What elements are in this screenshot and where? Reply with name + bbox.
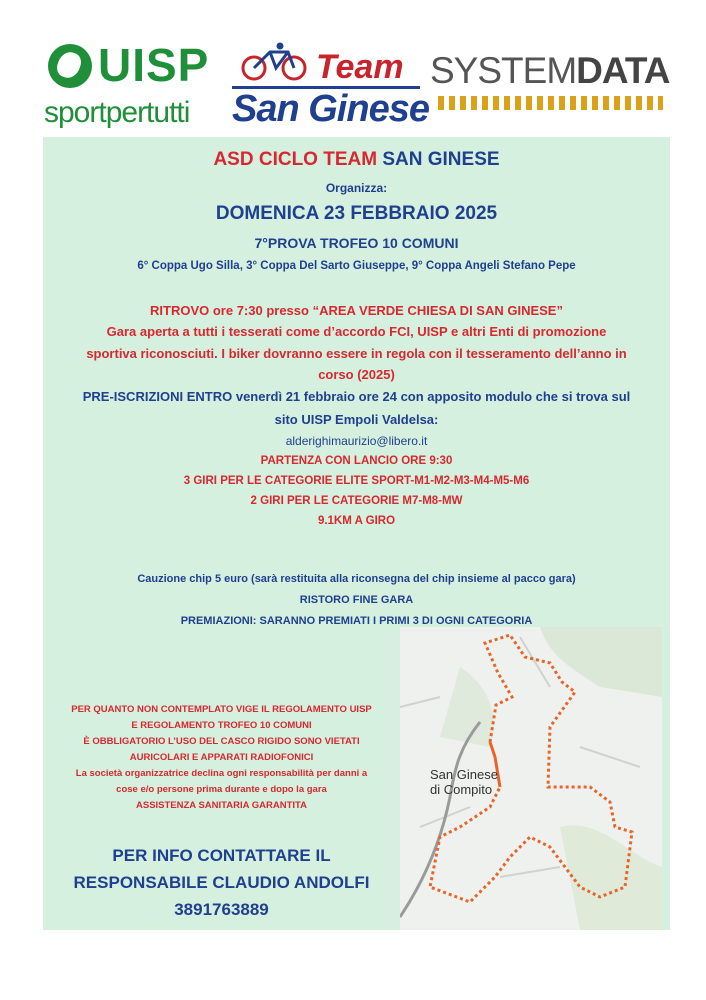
cauzione-text: Cauzione chip 5 euro (sarà restituita alla riconsegna del chip insieme al pacco gara) xyxy=(137,573,576,585)
preiscrizioni-line2: sito UISP Empoli Valdelsa: xyxy=(274,412,439,427)
preiscrizioni-line1: PRE-ISCRIZIONI ENTRO venerdì 21 febbraio ore 24 con apposito modulo che si trova sul xyxy=(82,389,631,404)
systemdata-logo xyxy=(430,50,670,120)
organizza-label: Organizza: xyxy=(325,181,388,195)
team-logo-text: Team xyxy=(316,48,404,86)
event-date: DOMENICA 23 FEBBRAIO 2025 xyxy=(215,203,498,224)
rules-line5: La società organizzatrice declina ogni responsabilità per danni a xyxy=(75,768,368,779)
systemdata-stripes xyxy=(438,96,663,110)
contact-phone: 3891763889 xyxy=(174,900,269,919)
event-cups: 6° Coppa Ugo Silla, 3° Coppa Del Sarto Giuseppe, 9° Coppa Angeli Stefano Pepe xyxy=(137,260,576,272)
rules-line1: PER QUANTO NON CONTEMPLATO VIGE IL REGOLAMENTO UISP xyxy=(71,704,372,715)
map-place-label: San Ginese di Compito xyxy=(430,767,498,797)
partenza-text: PARTENZA CON LANCIO ORE 9:30 xyxy=(260,455,453,467)
contact-email: alderighimaurizio@libero.it xyxy=(285,434,428,448)
ristoro-text: RISTORO FINE GARA xyxy=(299,594,414,606)
uisp-emblem-icon xyxy=(48,44,92,88)
route-map xyxy=(400,627,662,930)
premiazioni-text: PREMIAZIONI: SARANNO PREMIATI I PRIMI 3 DI OGNI CATEGORIA xyxy=(180,615,533,627)
giri-master-text: 2 GIRI PER LE CATEGORIE M7-M8-MW xyxy=(250,495,463,507)
uisp-logo xyxy=(40,38,235,130)
contact-block xyxy=(43,842,400,923)
uisp-logo-subtitle: sportpertutti xyxy=(44,96,190,129)
bicycle-icon xyxy=(236,42,316,82)
rules-line6: cose e/o persone prima durante e dopo la gara xyxy=(116,784,327,795)
san-ginese-logo-text: San Ginese xyxy=(232,88,429,130)
logo-banner xyxy=(40,38,670,130)
info-panel xyxy=(43,137,670,930)
giri-elite-text: 3 GIRI PER LE CATEGORIE ELITE SPORT-M1-M2-M3-M4-M5-M6 xyxy=(183,475,530,487)
systemdata-logo-text: SYSTEMDATA xyxy=(430,50,670,91)
uisp-logo-text: UISP xyxy=(98,39,210,91)
gara-text-line2: sportiva riconosciuti. I biker dovranno essere in regola con il tesseramento dell’anno in xyxy=(86,346,627,361)
gara-text-line1: Gara aperta a tutti i tesserati come d’accordo FCI, UISP e altri Enti di promozione xyxy=(106,324,607,339)
ritrovo-text: RITROVO ore 7:30 presso “AREA VERDE CHIESA DI SAN GINESE” xyxy=(150,303,563,318)
contact-line2: RESPONSABILE CLAUDIO ANDOLFI xyxy=(73,873,370,892)
organizer-title: ASD CICLO TEAM SAN GINESE xyxy=(213,149,500,170)
gara-text-line3: corso (2025) xyxy=(318,367,395,382)
rules-line3: È OBBLIGATORIO L’USO DEL CASCO RIGIDO SONO VIETATI xyxy=(83,736,360,747)
team-san-ginese-logo xyxy=(232,42,429,130)
rules-block xyxy=(43,702,400,814)
rules-line4: AURICOLARI E APPARATI RADIOFONICI xyxy=(129,752,314,763)
rules-line7: ASSISTENZA SANITARIA GARANTITA xyxy=(136,800,307,811)
contact-line1: PER INFO CONTATTARE IL xyxy=(112,846,331,865)
km-text: 9.1KM A GIRO xyxy=(317,515,396,527)
rules-line2: E REGOLAMENTO TROFEO 10 COMUNI xyxy=(131,720,312,731)
event-name: 7°PROVA TROFEO 10 COMUNI xyxy=(254,235,459,251)
